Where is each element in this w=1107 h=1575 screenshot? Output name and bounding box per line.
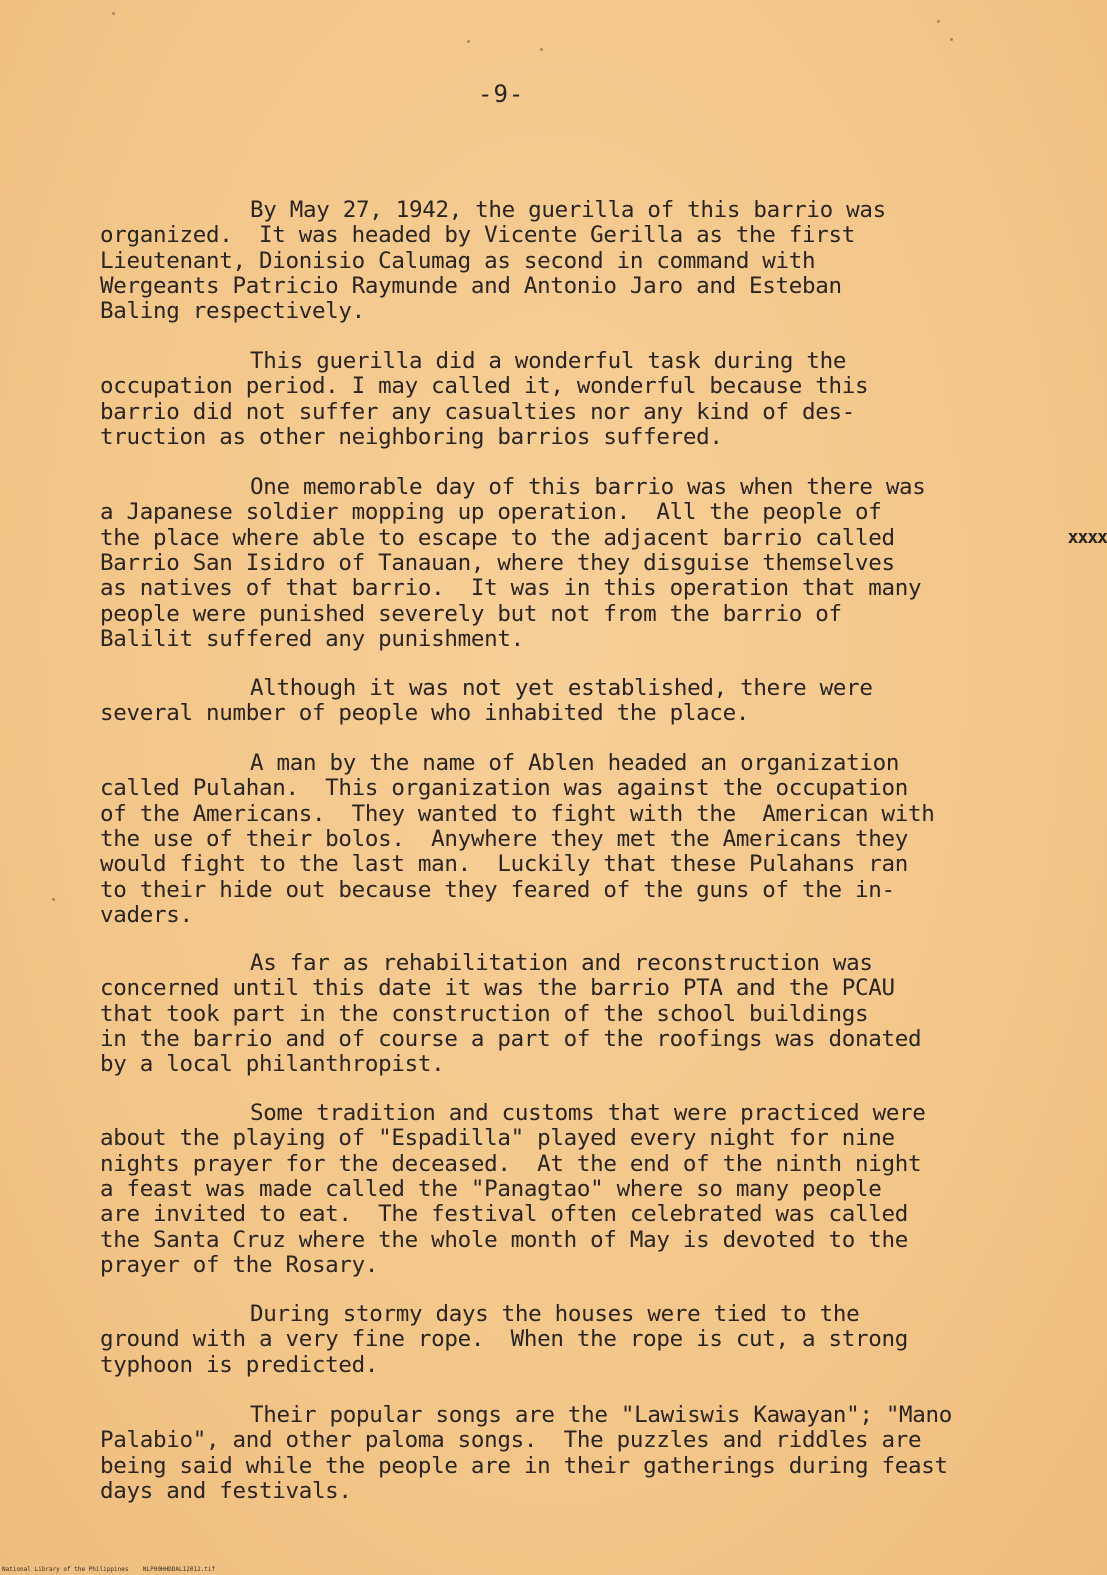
paragraph-popular-songs	[100, 1352, 1090, 1555]
text-line: Lieutenant, Dionisio Calumag as second in command with	[100, 247, 816, 274]
text-line: During stormy days the houses were tied to the	[250, 1300, 860, 1327]
paper-speck	[950, 38, 953, 41]
text-line: about the playing of "Espadilla" played every night for nine	[100, 1125, 895, 1152]
paper-speck	[52, 898, 55, 901]
text-line: vaders.	[100, 902, 193, 929]
text-line: being said while the people are in their gatherings during feast	[100, 1452, 948, 1479]
text-line: would fight to the last man. Luckily that these Pulahans ran	[100, 851, 909, 878]
text-line: a Japanese soldier mopping up operation. All the people of	[100, 499, 882, 526]
text-line: Barrio San Isidro of Tanauan, where they disguise themselves	[100, 550, 895, 577]
text-line: of the Americans. They wanted to fight with the American with	[100, 800, 935, 827]
text-line: Wergeants Patricio Raymunde and Antonio Jaro and Esteban	[100, 273, 842, 300]
text-line: Palabio", and other paloma songs. The puzzles and riddles are	[100, 1427, 922, 1454]
text-line: several number of people who inhabited the place.	[100, 700, 750, 727]
text-line: the place where able to escape to the adjacent barrio called	[100, 524, 895, 551]
paper-speck	[937, 20, 940, 23]
text-line: occupation period. I may called it, wonderful because this	[100, 373, 869, 400]
paper-speck	[112, 12, 115, 15]
text-line: Balilit suffered any punishment.	[100, 626, 524, 653]
text-line: as natives of that barrio. It was in this operation that many	[100, 575, 922, 602]
text-line: By May 27, 1942, the guerilla of this barrio was	[250, 196, 886, 223]
text-line: Although it was not yet established, there were	[250, 674, 873, 701]
text-line: to their hide out because they feared of the guns of the in-	[100, 876, 895, 903]
text-line: Their popular songs are the "Lawiswis Kawayan"; "Mano	[250, 1401, 953, 1428]
paper-speck	[467, 40, 470, 43]
text-line: concerned until this date it was the barrio PTA and the PCAU	[100, 975, 895, 1002]
text-line: people were punished severely but not from the barrio of	[100, 600, 842, 627]
margin-overstrike-mark: xxxx	[1067, 527, 1107, 548]
scan-footer-caption: National Library of the Philippines NLP00HHDDAL12012.tif	[2, 1566, 216, 1573]
text-line: One memorable day of this barrio was when there was	[250, 473, 926, 500]
text-line: prayer of the Rosary.	[100, 1252, 379, 1279]
text-line: Baling respectively.	[100, 298, 365, 325]
text-line: As far as rehabilitation and reconstruction was	[250, 949, 873, 976]
text-line: truction as other neighboring barrios suffered.	[100, 424, 723, 451]
text-line: are invited to eat. The festival often celebrated was called	[100, 1201, 909, 1228]
text-line: typhoon is predicted.	[100, 1351, 379, 1378]
page-number: -9-	[478, 80, 525, 108]
text-line: days and festivals.	[100, 1478, 352, 1505]
text-line: a feast was made called the "Panagtao" where so many people	[100, 1176, 882, 1203]
text-line: barrio did not suffer any casualties nor any kind of des-	[100, 398, 856, 425]
text-line: organized. It was headed by Vicente Gerilla as the first	[100, 222, 856, 249]
text-line: in the barrio and of course a part of the roofings was donated	[100, 1026, 922, 1053]
text-line: nights prayer for the deceased. At the end of the ninth night	[100, 1150, 922, 1177]
text-line: A man by the name of Ablen headed an organization	[250, 749, 900, 776]
text-line: called Pulahan. This organization was against the occupation	[100, 775, 909, 802]
text-line: that took part in the construction of the school buildings	[100, 1000, 869, 1027]
paper-speck	[540, 48, 543, 51]
text-line: Some tradition and customs that were practiced were	[250, 1099, 926, 1126]
text-line: the use of their bolos. Anywhere they met the Americans they	[100, 826, 909, 853]
text-line: by a local philanthropist.	[100, 1051, 445, 1078]
text-line: This guerilla did a wonderful task during the	[250, 347, 847, 374]
text-line: the Santa Cruz where the whole month of May is devoted to the	[100, 1226, 909, 1253]
text-line: ground with a very fine rope. When the rope is cut, a strong	[100, 1326, 909, 1353]
